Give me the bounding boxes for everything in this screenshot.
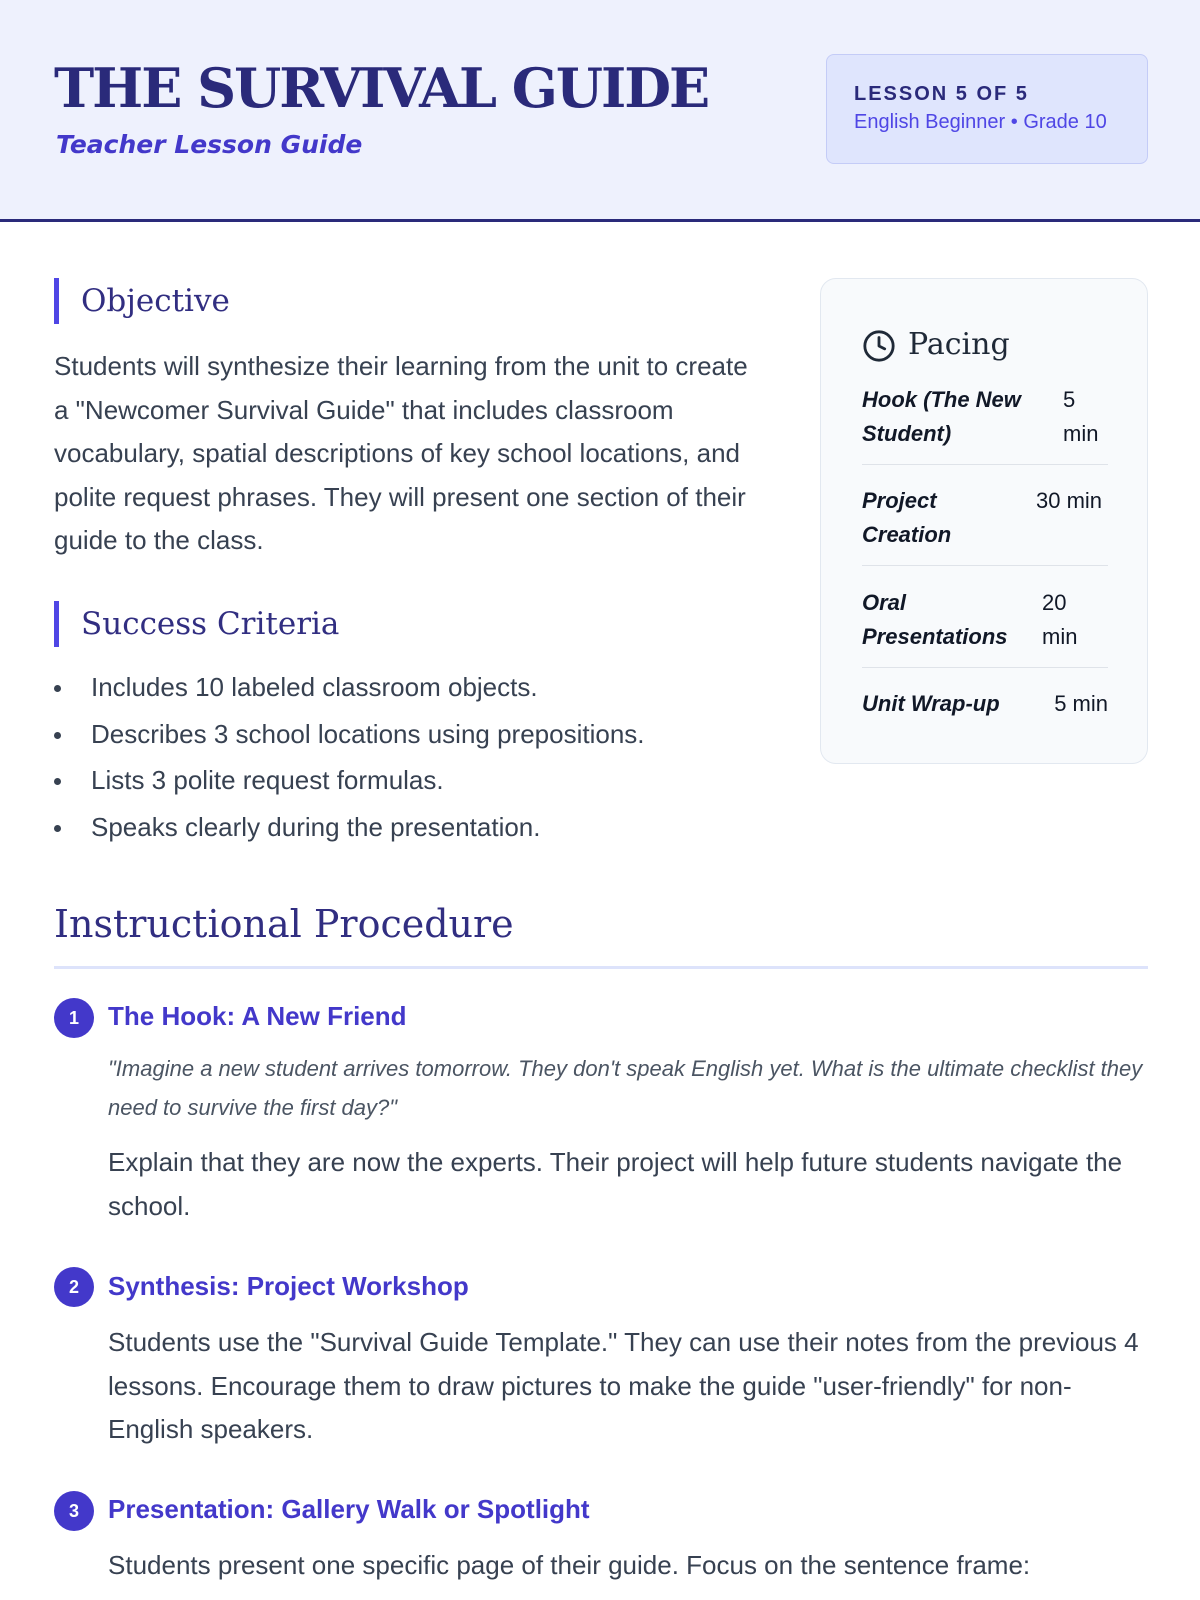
success-criteria-heading: Success Criteria xyxy=(54,601,339,647)
lesson-info-badge xyxy=(826,54,1148,164)
list-item xyxy=(54,711,774,758)
pacing-row xyxy=(862,687,1108,727)
step-title: The Hook: A New Friend xyxy=(108,1001,407,1031)
lesson-meta: English Beginner • Grade 10 xyxy=(854,111,1107,133)
objective-heading: Objective xyxy=(54,278,230,324)
objective-text: Students will synthesize their learning from the unit to create a "Newcomer Survival Guide" that includes classroom vocabulary, spatial descriptions of key school locations, and polite request phrases. They will present one section of their guide to the class. xyxy=(54,351,748,555)
pacing-card xyxy=(820,278,1148,764)
pacing-time: 5 min xyxy=(1054,691,1108,716)
pacing-title: Pacing xyxy=(908,327,1010,362)
clock-icon xyxy=(862,329,896,363)
step-number-badge: 1 xyxy=(54,998,94,1038)
pacing-activity: Hook (The New Student) xyxy=(862,387,1021,446)
pacing-activity: Project Creation xyxy=(862,488,952,547)
bullet-icon xyxy=(54,685,61,692)
criteria-text: Describes 3 school locations using prepositions. xyxy=(91,718,645,749)
criteria-text: Speaks clearly during the presentation. xyxy=(91,811,541,842)
pacing-activity: Unit Wrap-up xyxy=(862,691,1000,716)
bullet-icon xyxy=(54,778,61,785)
list-item xyxy=(54,664,774,711)
list-item xyxy=(54,757,774,804)
success-criteria-list xyxy=(54,664,774,850)
pacing-time: 20 min xyxy=(1042,590,1078,649)
pacing-row xyxy=(862,484,1108,566)
step-quote: "Imagine a new student arrives tomorrow. They don't speak English yet. What is the ultimate checklist they need to survive the first day?" xyxy=(108,1056,1143,1120)
list-item xyxy=(54,804,774,851)
step-text: Students present one specific page of their guide. Focus on the sentence frame: xyxy=(108,1550,1031,1580)
step-number-badge: 2 xyxy=(54,1267,94,1307)
criteria-text: Lists 3 polite request formulas. xyxy=(91,765,444,795)
procedure-divider xyxy=(54,966,1148,969)
page-title: THE SURVIVAL GUIDE xyxy=(54,56,709,120)
procedure-heading: Instructional Procedure xyxy=(54,902,514,946)
page-subtitle: Teacher Lesson Guide xyxy=(56,130,363,159)
pacing-time: 30 min xyxy=(1036,488,1103,513)
pacing-row xyxy=(862,586,1108,668)
step-title: Presentation: Gallery Walk or Spotlight xyxy=(108,1494,590,1524)
pacing-time: 5 min xyxy=(1063,387,1099,446)
step-text: Explain that they are now the experts. Their project will help future students navigate the school. xyxy=(108,1147,1123,1221)
step-number-badge: 3 xyxy=(54,1491,94,1531)
step-title: Synthesis: Project Workshop xyxy=(108,1271,469,1301)
lesson-number: LESSON 5 OF 5 xyxy=(854,83,1029,105)
bullet-icon xyxy=(54,732,61,739)
pacing-row xyxy=(862,383,1108,465)
bullet-icon xyxy=(54,825,61,832)
step-text: Students use the "Survival Guide Template." They can use their notes from the previous 4 lessons. Encourage them to draw pictures to make the guide "user-friendly" for non-English speakers. xyxy=(108,1327,1139,1444)
criteria-text: Includes 10 labeled classroom objects. xyxy=(91,672,538,702)
pacing-activity: Oral Presentations xyxy=(862,590,1008,649)
page-header xyxy=(0,0,1200,222)
